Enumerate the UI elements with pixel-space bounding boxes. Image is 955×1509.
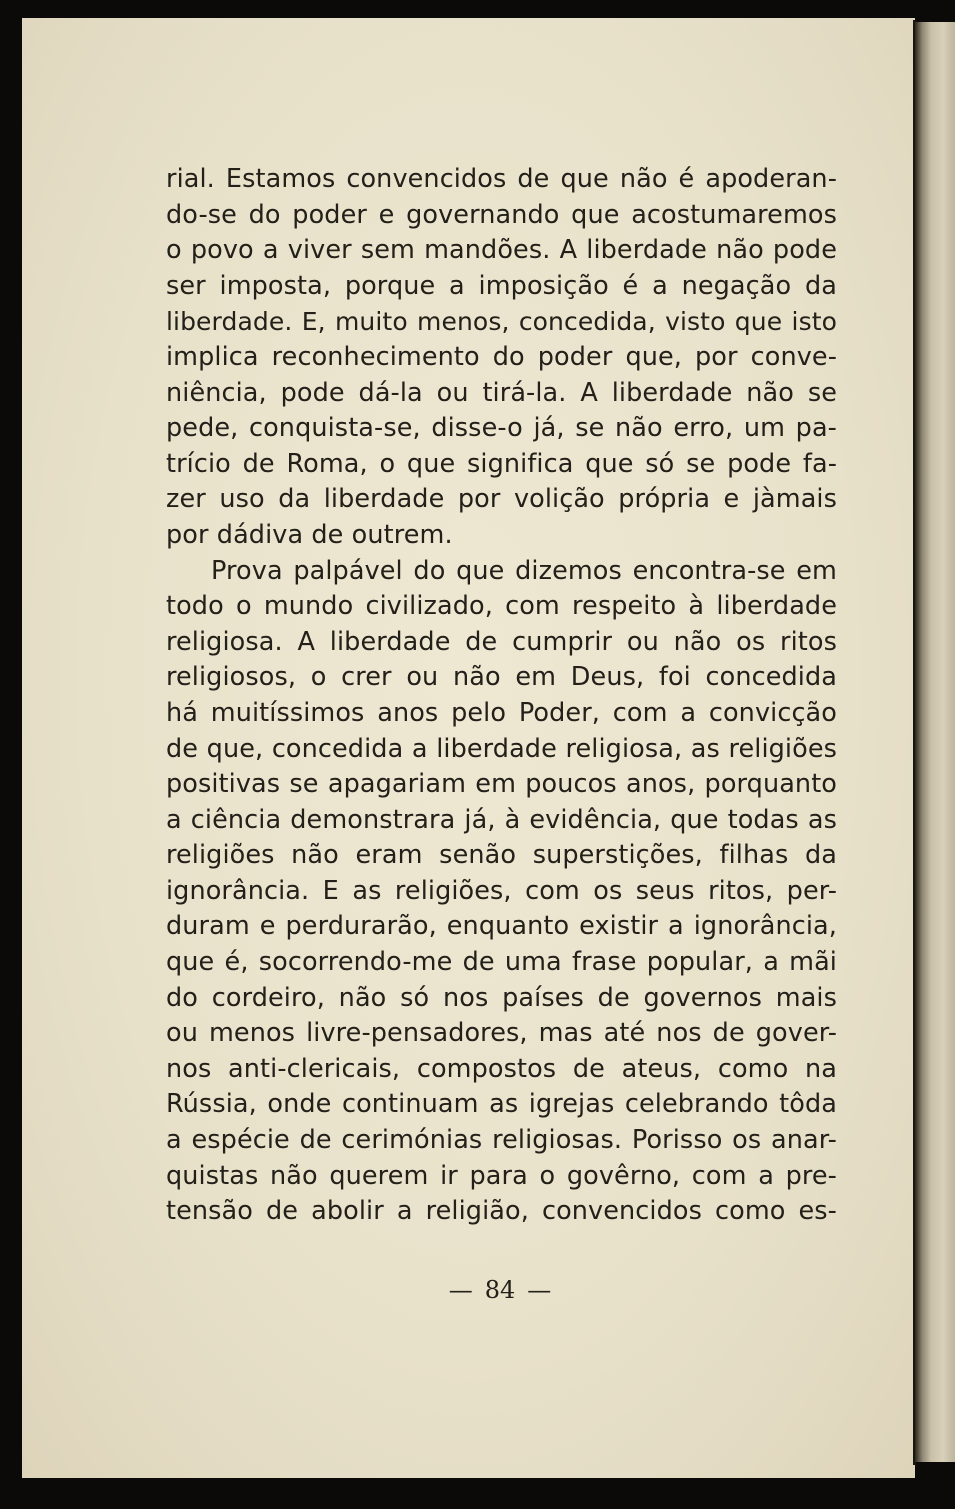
text-line-8: pede, conquista-se, disse-o já, se não erro, um pa- — [166, 413, 837, 444]
text-line-19: a ciência demonstrara já, à evidência, que todas as — [166, 804, 837, 835]
text-line-21: ignorância. E as religiões, com os seus ritos, per- — [166, 875, 837, 906]
text-line-6: implica reconhecimento do poder que, por conve- — [166, 341, 837, 372]
text-line-7: niência, pode dá-la ou tirá-la. A liberdade não se — [166, 377, 837, 408]
text-line-28: a espécie de cerimónias religiosas. Porisso os anar- — [166, 1125, 837, 1156]
text-line-18: positivas se apagariam em poucos anos, porquanto — [166, 769, 837, 800]
body-text — [166, 162, 837, 1230]
text-line-22: duram e perdurarão, enquanto existir a ignorância, — [166, 911, 837, 942]
text-line-11: por dádiva de outrem. — [166, 519, 453, 550]
text-line-25: ou menos livre-pensadores, mas até nos de gover- — [166, 1018, 837, 1049]
text-line-4: ser imposta, porque a imposição é a negação da — [166, 270, 837, 301]
text-line-23: que é, socorrendo-me de uma frase popular, a mãi — [166, 947, 837, 978]
text-line-30: tensão de abolir a religião, convencidos como es- — [166, 1196, 837, 1227]
text-line-2: do-se do poder e governando que acostumaremos — [166, 199, 837, 230]
page-number-dash-left: — — [448, 1276, 473, 1304]
text-line-14: religiosa. A liberdade de cumprir ou não os ritos — [166, 626, 837, 657]
text-line-20: religiões não eram senão superstições, filhas da — [166, 840, 837, 871]
text-line-17: de que, concedida a liberdade religiosa, as religiões — [166, 733, 837, 764]
text-line-1: rial. Estamos convencidos de que não é apoderan- — [166, 164, 837, 194]
text-line-27: Rússia, onde continuam as igrejas celebrando tôda — [166, 1089, 837, 1120]
text-line-24: do cordeiro, não só nos países de governos mais — [166, 982, 837, 1013]
text-line-16: há muitíssimos anos pelo Poder, com a convicção — [166, 697, 837, 728]
page-number-value: 84 — [484, 1276, 516, 1304]
page-number-dash-right: — — [527, 1276, 552, 1304]
text-line-15: religiosos, o crer ou não em Deus, foi concedida — [166, 662, 837, 693]
text-line-3: o povo a viver sem mandões. A liberdade não pode — [166, 235, 837, 266]
book-gutter — [915, 22, 955, 1462]
text-line-12: Prova palpável do que dizemos encontra-se em — [211, 555, 837, 586]
text-line-10: zer uso da liberdade por volição própria e jàmais — [166, 484, 837, 515]
page-number — [0, 1276, 955, 1304]
text-line-9: trício de Roma, o que significa que só se pode fa- — [166, 448, 837, 479]
text-line-5: liberdade. E, muito menos, concedida, visto que isto — [166, 307, 837, 337]
text-line-29: quistas não querem ir para o govêrno, com a pre- — [166, 1160, 837, 1191]
text-line-26: nos anti-clericais, compostos de ateus, como na — [166, 1053, 837, 1084]
text-line-13: todo o mundo civilizado, com respeito à liberdade — [166, 591, 837, 622]
